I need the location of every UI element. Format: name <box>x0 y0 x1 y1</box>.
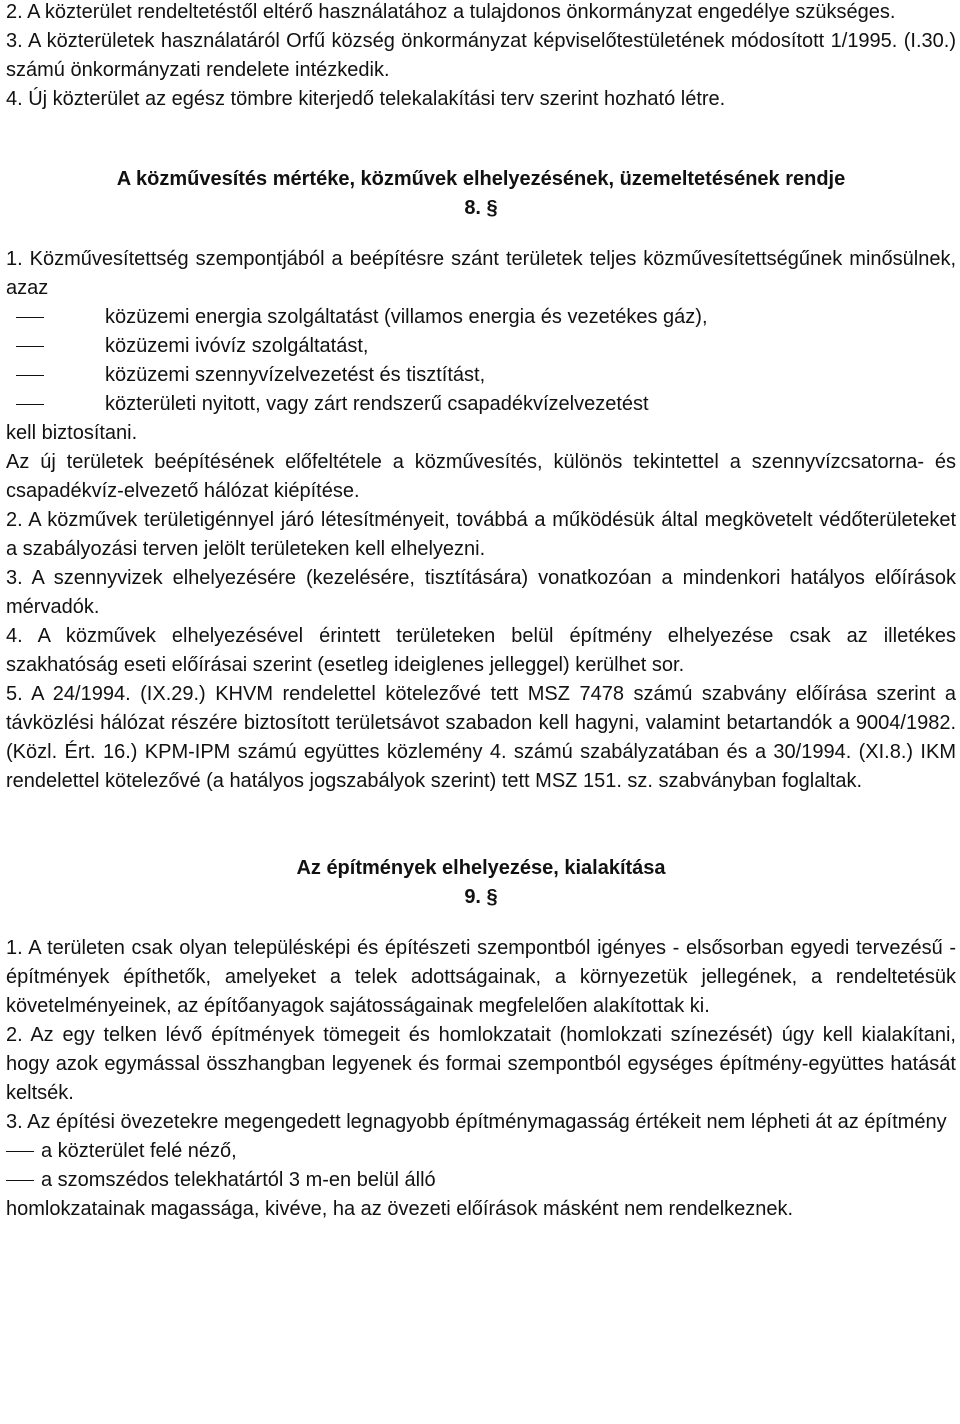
section-9 <box>6 854 956 1224</box>
section-9-paragraph-3-end: homlokzatainak magassága, kivéve, ha az övezeti előírások másként nem rendelkeznek. <box>6 1198 794 1220</box>
list-item: közüzemi szennyvízelvezetést és tisztítást, <box>6 361 956 390</box>
list-item: a szomszédos telekhatártól 3 m-en belül álló <box>6 1166 956 1195</box>
section-9-paragraph-3-intro: 3. Az építési övezetekre megengedett legnagyobb építménymagasság értékeit nem lépheti át az építmény <box>6 1111 947 1133</box>
dash-bullet <box>16 375 44 376</box>
paragraph-top-2: 2. A közterület rendeltetéstől eltérő használatához a tulajdonos önkormányzat engedélye szükséges. <box>6 1 896 23</box>
section-8-paragraph-1-end: kell biztosítani. <box>6 422 138 444</box>
section-9-facade-list <box>6 1137 956 1195</box>
dash-bullet <box>16 404 44 405</box>
section-8-heading: A közművesítés mértéke, közművek elhelyezésének, üzemeltetésének rendje <box>116 168 846 190</box>
section-8-paragraph-1-extra: Az új területek beépítésének előfeltétele a közművesítés, különös tekintettel a szennyvízcsatorna- és csapadékvíz-elvezető hálózat kiépítése. <box>6 451 956 502</box>
section-9-paragraph-1: 1. A területen csak olyan településképi és építészeti szempontból igényes - elsősorban egyedi tervezésű - építmények építhetők, amelyeket a telek adottságainak, a környezetük jellegének, a rendeltetésük követelményeinek, az építőanyagok sajátosságainak megfelelően alakítottak ki. <box>6 937 956 1017</box>
section-8-paragraph-2: 2. A közművek területigénnyel járó létesítményeit, továbbá a működésük által megkövetelt védőterületeket a szabályozási terven jelölt területeken kell elhelyezni. <box>6 509 956 560</box>
dash-bullet <box>16 346 44 347</box>
section-9-number: 9. § <box>464 886 498 908</box>
paragraph-top-3: 3. A közterületek használatáról Orfű község önkormányzat képviselőtestületének módosított 1/1995. (I.30.) számú önkormányzati rendelete intézkedik. <box>6 30 956 81</box>
section-8-paragraph-3: 3. A szennyvizek elhelyezésére (kezelésére, tisztítására) vonatkozóan a mindenkori hatályos előírások mérvadók. <box>6 567 956 618</box>
dash-bullet <box>6 1151 34 1152</box>
section-8-paragraph-5: 5. A 24/1994. (IX.29.) KHVM rendelettel kötelezővé tett MSZ 7478 számú szabvány előírása szerint a távközlési hálózat részére biztosított területsávot szabadon kell hagyni, valamint betartandók a 9004/1982. (Közl. Ért. 16.) KPM-IPM számú együttes közlemény 4. számú szabályzatában és a 30/1994. (XI.8.) IKM rendelettel kötelezővé (a hatályos jogszabályok szerint) tett MSZ 151. sz. szabványban foglaltak. <box>6 683 956 792</box>
dash-bullet <box>6 1180 34 1181</box>
section-8-paragraph-1-intro: 1. Közművesítettség szempontjából a beépítésre szánt területek teljes közművesítettségűnek minősülnek, azaz <box>6 248 956 299</box>
section-8-paragraph-4: 4. A közművek elhelyezésével érintett területeken belül építmény elhelyezése csak az illetékes szakhatóság eseti előírásai szerint (esetleg ideiglenes jelleggel) kerülhet sor. <box>6 625 956 676</box>
section-8-utility-list <box>6 303 956 419</box>
list-item: közüzemi ivóvíz szolgáltatást, <box>6 332 956 361</box>
top-items <box>6 0 956 114</box>
paragraph-top-4: 4. Új közterület az egész tömbre kiterjedő telekalakítási terv szerint hozható létre. <box>6 88 726 110</box>
list-item: közterületi nyitott, vagy zárt rendszerű csapadékvízelvezetést <box>6 390 956 419</box>
list-item: a közterület felé néző, <box>6 1137 956 1166</box>
section-9-paragraph-2: 2. Az egy telken lévő építmények tömegeit és homlokzatait (homlokzati színezését) úgy kell kialakítani, hogy azok egymással összhangban legyenek és formai szempontból egységes építmény-együttes hatását keltsék. <box>6 1024 956 1104</box>
list-item: közüzemi energia szolgáltatást (villamos energia és vezetékes gáz), <box>6 303 956 332</box>
section-8 <box>6 165 956 796</box>
document-page <box>6 0 956 1224</box>
section-9-heading: Az építmények elhelyezése, kialakítása <box>296 857 666 879</box>
dash-bullet <box>16 317 44 318</box>
section-8-number: 8. § <box>464 197 498 219</box>
